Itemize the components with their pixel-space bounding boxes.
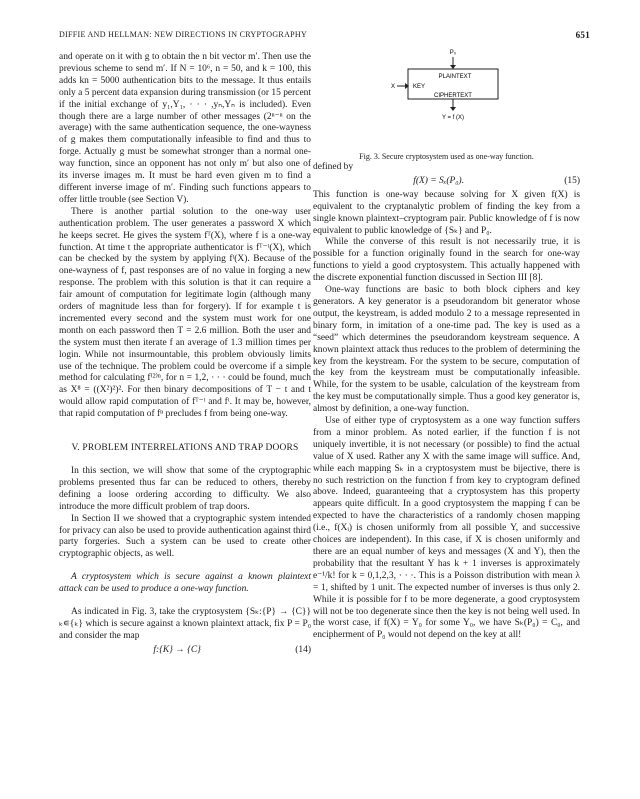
y-label: Y = f (X)	[441, 115, 465, 121]
x-label: X	[391, 84, 396, 90]
figure-3-diagram	[313, 48, 580, 160]
equation-15	[313, 176, 580, 188]
equation-14	[59, 645, 311, 657]
arrow-head	[450, 107, 456, 111]
equation-number: (14)	[295, 644, 311, 655]
paragraph: Use of either type of cryptosystem as a one way function suffers from a minor problem. As noted earlier, if the function f is not uniquely invertible, it is not necessary (or possible) to find the actual value of X used. Rather any X with the same image will suffice. And, while each mapping Sₖ in a cryptosystem must be bijective, there is no such restriction on the function f from key to cryptogram defined above. Indeed, guaranteeing that a cryptosystem has this property appears quite difficult. In a good cryptosystem the mapping f can be expected to have the characteristics of a randomly chosen mapping (i.e., f(Xᵢ) is chosen uniformly from all possible Y, and successive choices are independent). In this case, if X is chosen uniformly and there are an equal number of keys and messages (X and Y), then the probability that the resultant Y has k + 1 inverses is approximately e⁻¹/k! for k = 0,1,2,3, · · ·. This is a Poisson distribution with mean λ = 1, shifted by 1 unit. The expected number of inverses is thus only 2. While it is possible for f to be more degenerate, a good cryptosystem will not be too degenerate since then the key is not being well used. In the worst case, if f(X) = Y₀ for some Y₀, we have Sₖ(P₀) = C₀, and encipherment of P₀ would not depend on the key at all!	[313, 416, 580, 641]
equation-number: (15)	[564, 175, 580, 186]
equation-body: f:{K} → {C}	[153, 644, 201, 655]
paragraph: This function is one-way because solving for X given f(X) is equivalent to the cryptanalytic problem of finding the key from a single known plaintext–cryptogram pair. Public knowledge of f is now equivalent to public knowledge of {Sₖ} and P₀.	[313, 189, 580, 236]
key-label: KEY	[413, 84, 426, 90]
equation-body: f(X) = Sₓ(P₀).	[413, 175, 465, 186]
paragraph: and operate on it with g to obtain the n bit vector m′. Then use the previous scheme to send m′. If N = 10⁶, n = 50, and k = 100, this adds kn = 5000 authentication bits to the message. It thus entails only a 5 percent data expansion during transmission (or 15 percent if the initial exchange of y₁,Y₁, · · · ,yₙ,Yₙ is included). Even though there are a large number of other messages (2ⁿ⁻ⁿ on the average) with the same authentication sequence, the one-wayness of g makes them computationally infeasible to find and thus to forge. Actually g must be somewhat stronger than a normal one-way function, since an opponent has not only m′ but also one of its inverse images m. It must be hard even given m to find a different inverse image of m′. Finding such functions appears to offer little trouble (see Section V).	[59, 52, 311, 205]
paragraph: In Section II we showed that a cryptographic system intended for privacy can also be used to provide authentication against third party forgeries. Such a system can be used to create other cryptographic objects, as well.	[59, 513, 311, 560]
p0-label: P₀	[449, 50, 457, 56]
left-column	[59, 52, 311, 659]
right-column	[313, 162, 580, 642]
plaintext-label: PLAINTEXT	[438, 74, 472, 80]
figure-caption: Fig. 3. Secure cryptosystem used as one-way function.	[359, 152, 534, 161]
paragraph: One-way functions are basic to both block ciphers and key generators. A key generator is a pseudorandom bit generator whose output, the keystream, is added modulo 2 to a message represented in binary form, in imitation of a one-time pad. The key is used as a “seed” which determines the pseudorandom keystream sequence. A known plaintext attack thus reduces to the problem of determining the key from the keystream. For the system to be secure, computation of the key from the keystream must be computationally infeasible. While, for the system to be usable, calculation of the keystream from the key must be computationally simple. Thus a good key generator is, almost by definition, a one-way function.	[313, 285, 580, 415]
ciphertext-label: CIPHERTEXT	[434, 93, 472, 99]
theorem-statement: A cryptosystem which is secure against a known plaintext attack can be used to produce a one-way function.	[59, 572, 311, 595]
paragraph: In this section, we will show that some of the cryptographic problems presented thus far can be reduced to others, thereby defining a loose ordering according to difficulty. We also introduce the more difficult problem of trap doors.	[59, 466, 311, 512]
paragraph: As indicated in Fig. 3, take the cryptosystem {Sₖ:{P} → {C}}ₖ∊{ₖ} which is secure against a known plaintext attack, fix P = P₀ and consider the map	[59, 607, 311, 641]
arrow-head	[450, 65, 456, 69]
paragraph: While the converse of this result is not necessarily true, it is possible for a function originally found in the search for one-way functions to yield a good cryptosystem. This actually happened with the discrete exponential function discussed in Section III [8].	[313, 237, 580, 284]
page-number: 651	[575, 30, 590, 40]
section-heading: V. PROBLEM INTERRELATIONS AND TRAP DOORS	[71, 443, 299, 454]
paragraph: There is another partial solution to the one-way user authentication problem. The user generates a password X which he keeps secret. He gives the system fᵀ(X), where f is a one-way function. At time t the appropriate authenticator is fᵀ⁻ᵗ(X), which can be checked by the system by applying fᵗ(X). Because of the one-wayness of f, past responses are of no value in forging a new response. The problem with this solution is that it can require a fair amount of computation for legitimate login (although many orders of magnitude less than for forgery). If for example t is incremented every second and the system must work for one month on each password then T = 2.6 million. Both the user and the system must then iterate f an average of 1.3 million times per login. While not insurmountable, this problem obviously limits use of the technique. The problem could be overcome if a simple method for calculating f⁽²⁾ⁿ, for n = 1,2, · · · could be found, much as X⁸ = ((X²)²)². For then binary decompositions of T − t and t would allow rapid computation of fᵀ⁻ᵗ and fᵗ. It may be, however, that rapid computation of fⁿ precludes f from being one-way.	[59, 206, 311, 420]
running-header: DIFFIE AND HELLMAN: NEW DIRECTIONS IN CRYPTOGRAPHY	[59, 30, 308, 39]
paragraph: defined by	[313, 162, 354, 172]
